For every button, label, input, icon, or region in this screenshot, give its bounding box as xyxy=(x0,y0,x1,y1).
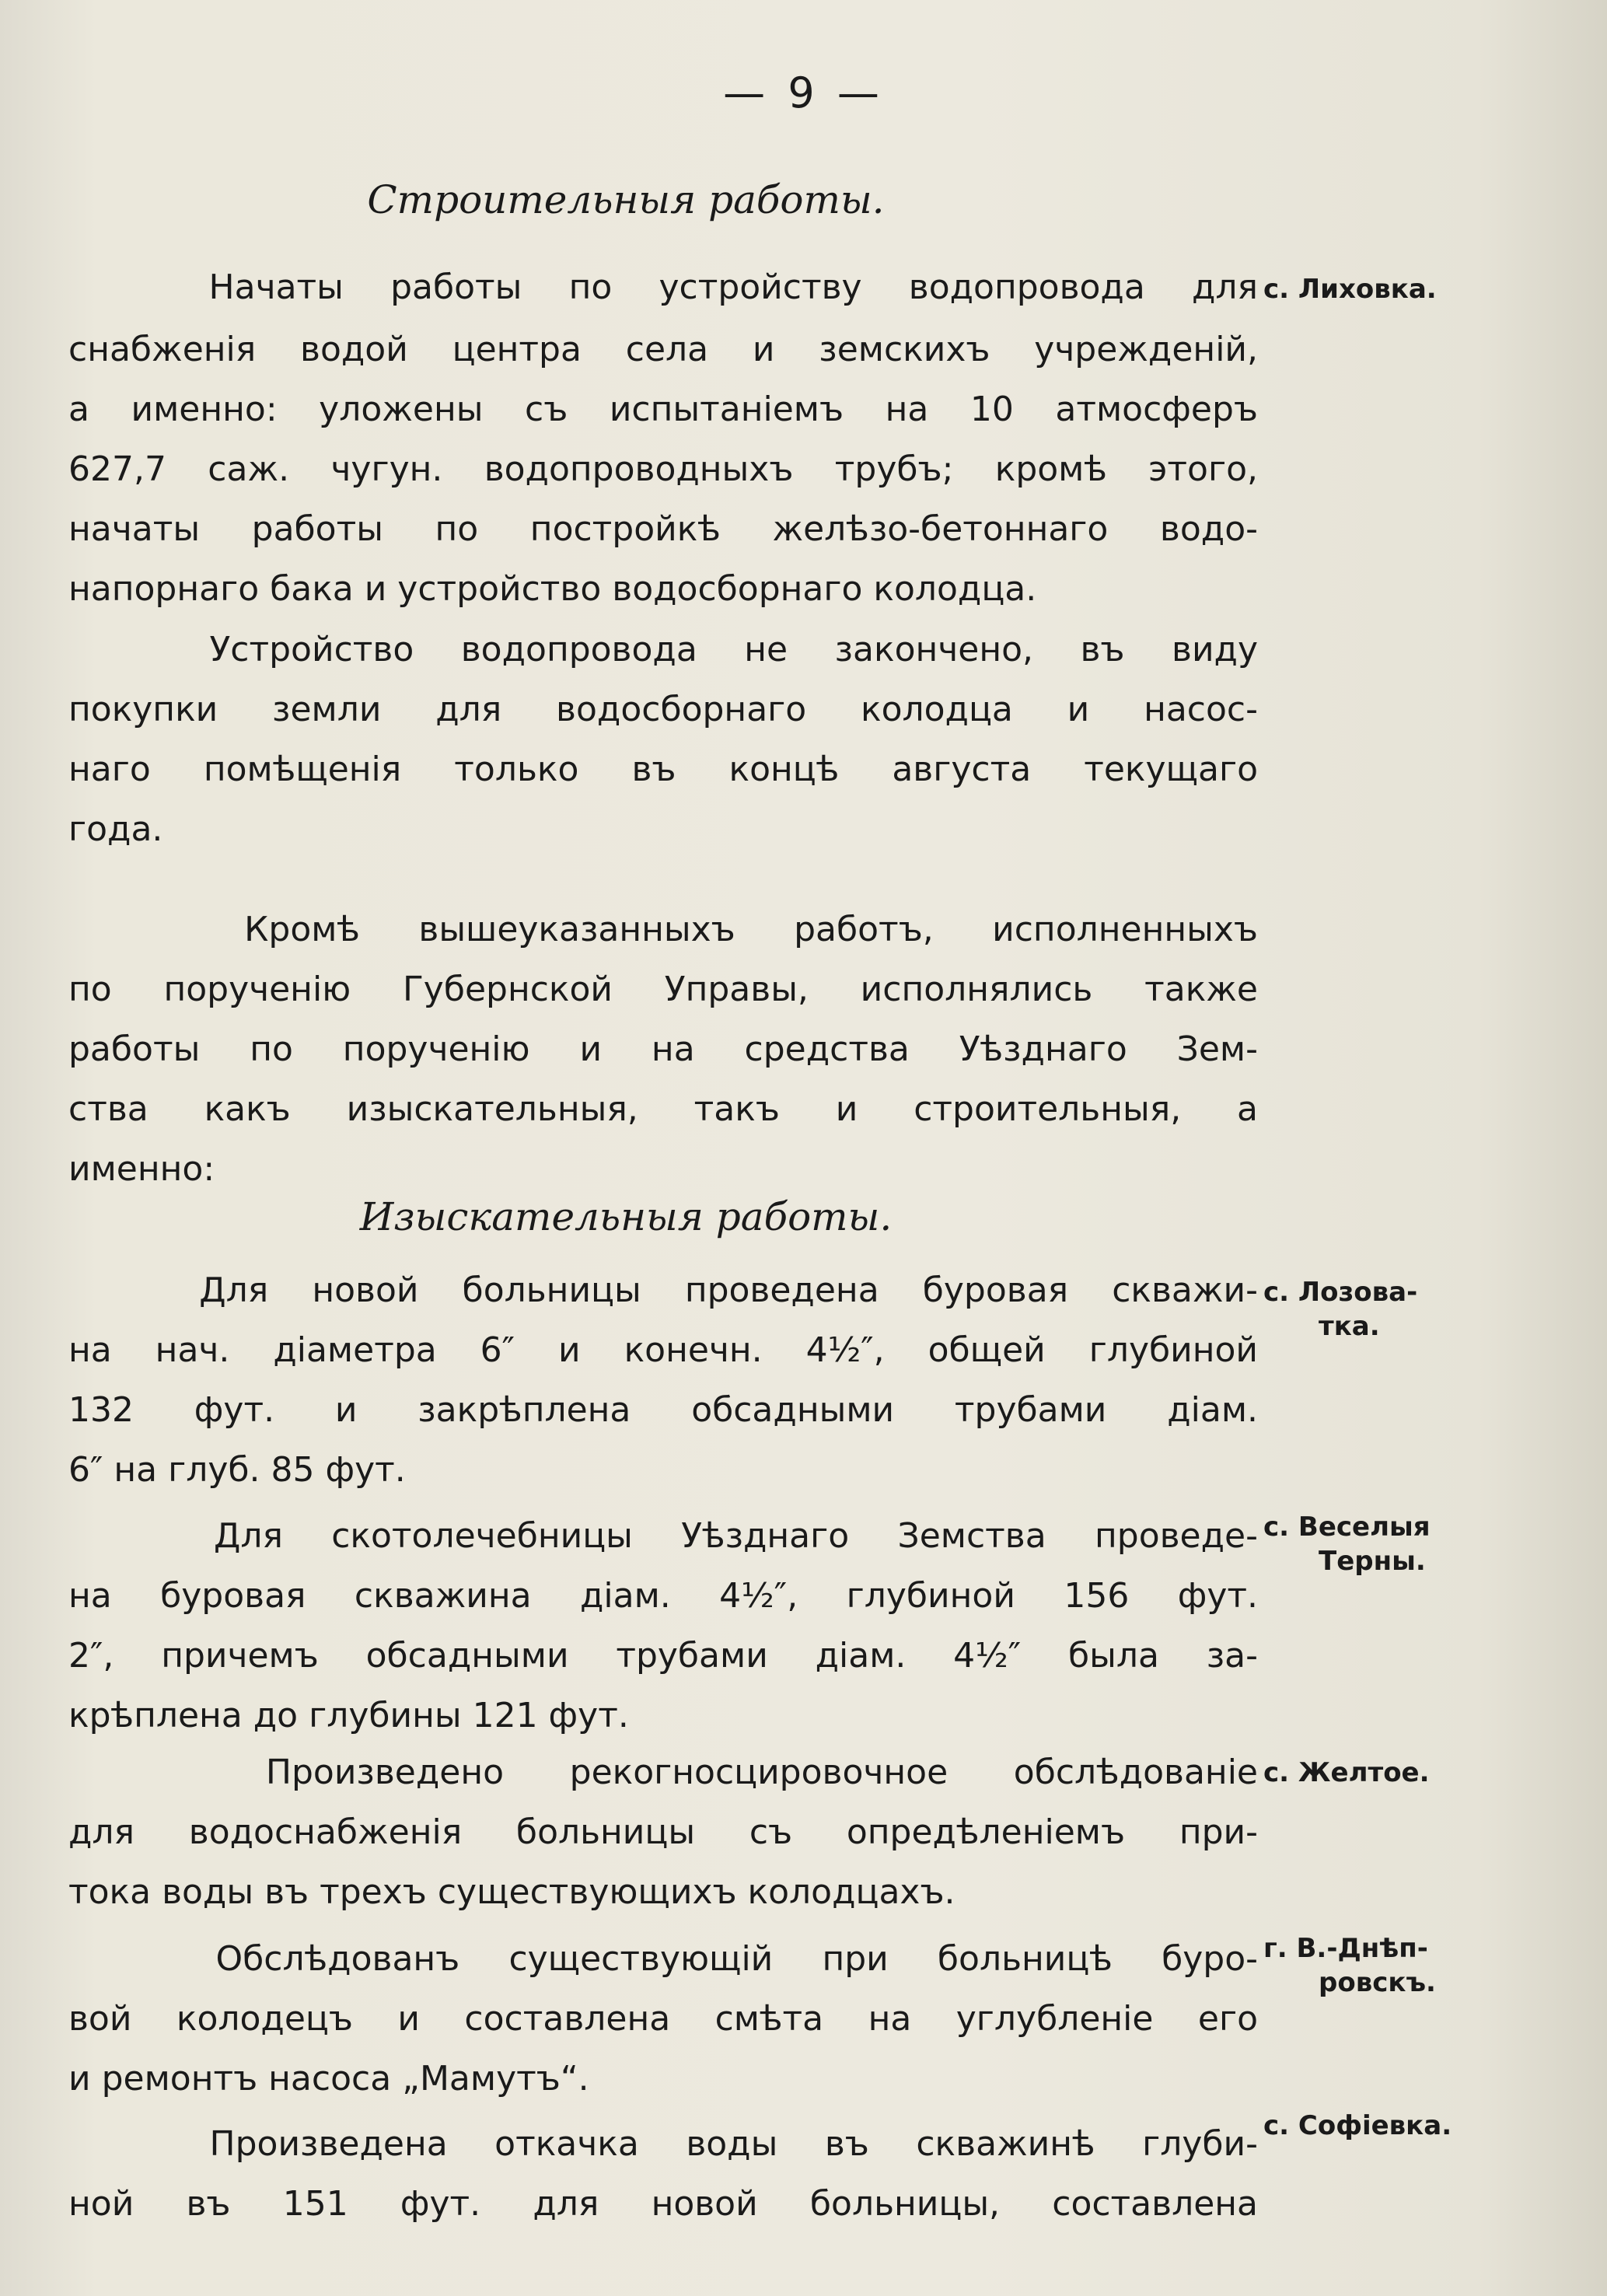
text-line: начаты работы по постройкѣ желѣзо-бетоннаго водо- xyxy=(68,509,1258,549)
text-line: наго помѣщенія только въ концѣ августа текущаго xyxy=(68,750,1258,789)
margin-note-place: с. Софіевка. xyxy=(1263,2110,1452,2141)
text-line: ной въ 151 фут. для новой больницы, составлена xyxy=(68,2184,1258,2224)
text-line: года. xyxy=(68,809,163,849)
margin-note-place: с. Лозова- тка. xyxy=(1263,1277,1418,1342)
text-line: Для скотолечебницы Уѣзднаго Земства проведе- xyxy=(68,1516,1258,1556)
text-line: 6″ на глуб. 85 фут. xyxy=(68,1450,406,1490)
margin-note-place: с. Лиховка. xyxy=(1263,274,1437,305)
text-line: а именно: уложены съ испытаніемъ на 10 атмосферъ xyxy=(68,390,1258,429)
page-number: — 9 — xyxy=(723,68,884,117)
text-line: вой колодецъ и составлена смѣта на углубленіе его xyxy=(68,1999,1258,2039)
text-line: 627,7 саж. чугун. водопроводныхъ трубъ; кромѣ этого, xyxy=(68,449,1258,489)
text-line: Произведена откачка воды въ скважинѣ глуби- xyxy=(68,2124,1258,2164)
margin-note-place: г. В.-Днѣп- ровскъ. xyxy=(1263,1933,1436,1998)
text-line: на буровая скважина діам. 4½″, глубиной 156 фут. xyxy=(68,1576,1258,1616)
text-line: покупки земли для водосборнаго колодца и насос- xyxy=(68,690,1258,729)
margin-note-place: с. Веселыя Терны. xyxy=(1263,1511,1431,1577)
text-line: Обслѣдованъ существующій при больницѣ буро- xyxy=(68,1939,1258,1979)
text-line: Произведено рекогносцировочное обслѣдованіе xyxy=(68,1753,1258,1792)
text-line: Устройство водопровода не закончено, въ виду xyxy=(68,630,1258,669)
section-heading-construction: Строительныя работы. xyxy=(367,177,885,222)
text-line: снабженія водой центра села и земскихъ учрежденій, xyxy=(68,330,1258,369)
text-line: 2″, причемъ обсадными трубами діам. 4½″ была за- xyxy=(68,1636,1258,1676)
text-line: Для новой больницы проведена буровая скважи- xyxy=(68,1270,1258,1310)
text-line: Кромѣ вышеуказанныхъ работъ, исполненныхъ xyxy=(68,910,1258,949)
text-line: 132 фут. и закрѣплена обсадными трубами діам. xyxy=(68,1390,1258,1430)
text-line: на нач. діаметра 6″ и конечн. 4½″, общей глубиной xyxy=(68,1330,1258,1370)
text-line: именно: xyxy=(68,1149,215,1189)
text-line: напорнаго бака и устройство водосборнаго колодца. xyxy=(68,569,1037,609)
text-line: по порученію Губернской Управы, исполнялись также xyxy=(68,970,1258,1009)
margin-note-place: с. Желтое. xyxy=(1263,1757,1430,1788)
text-line: тока воды въ трехъ существующихъ колодцахъ. xyxy=(68,1872,955,1912)
text-line: ства какъ изыскательныя, такъ и строительныя, а xyxy=(68,1089,1258,1129)
text-line: крѣплена до глубины 121 фут. xyxy=(68,1696,629,1735)
text-line: работы по порученію и на средства Уѣзднаго Зем- xyxy=(68,1029,1258,1069)
text-line: Начаты работы по устройству водопровода для xyxy=(68,267,1258,307)
section-heading-survey: Изыскательныя работы. xyxy=(359,1194,893,1239)
text-line: для водоснабженія больницы съ опредѣленіемъ при- xyxy=(68,1812,1258,1852)
text-line: и ремонтъ насоса „Мамутъ“. xyxy=(68,2059,589,2099)
